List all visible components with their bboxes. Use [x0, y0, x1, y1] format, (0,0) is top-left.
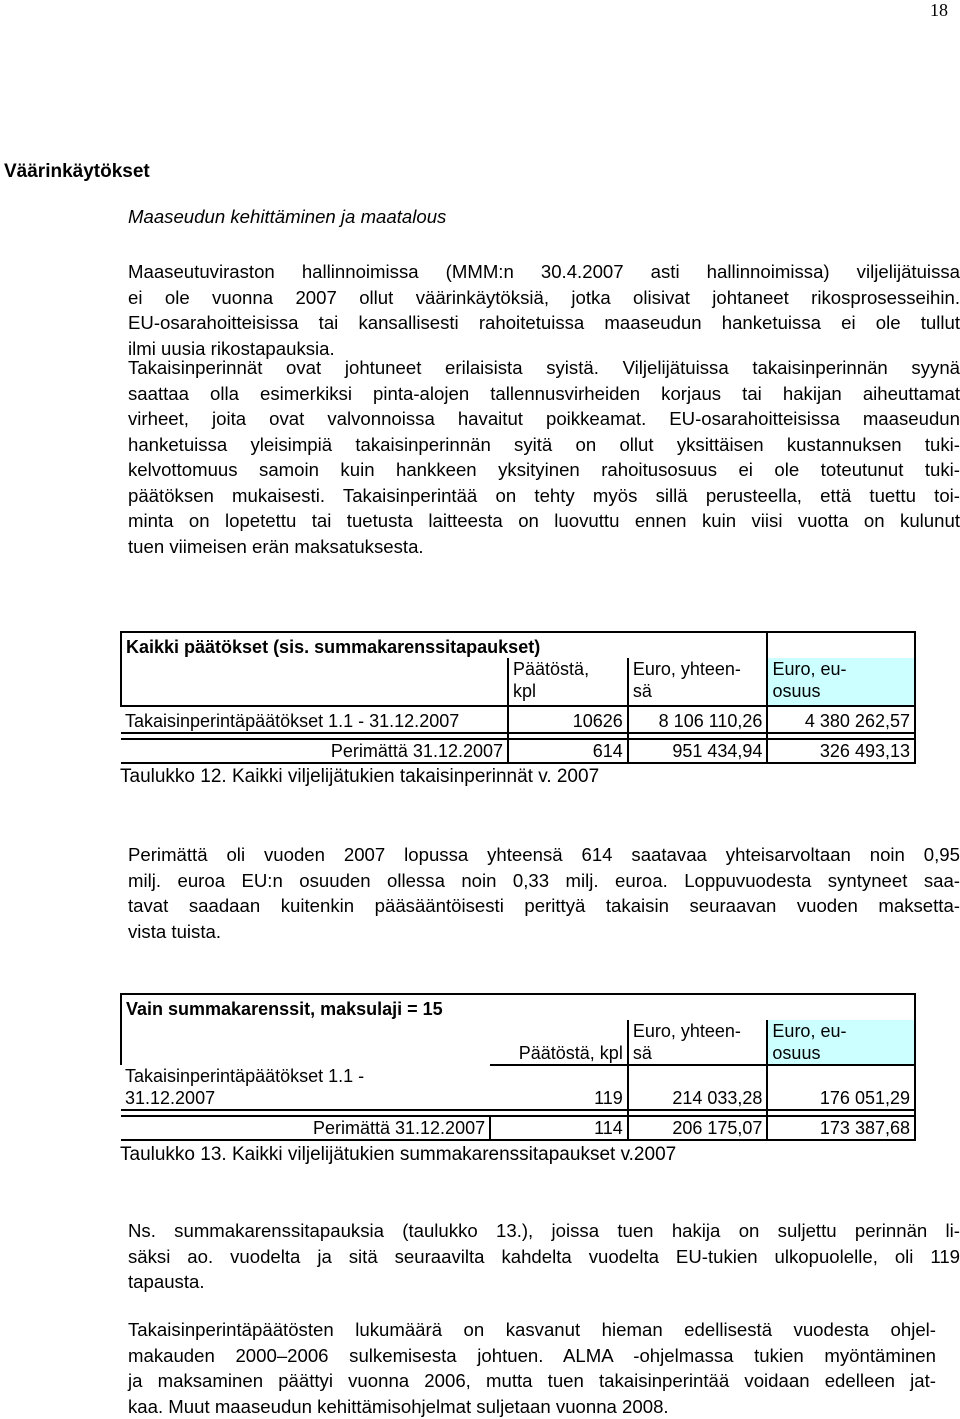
paragraph-line: Maaseutuviraston hallinnoimissa (MMM:n 30.4.2007 asti hallinnoimissa) viljelijätuissa: [128, 259, 960, 285]
label-line: 31.12.2007: [125, 1087, 486, 1109]
header-line: Euro, eu-: [772, 658, 910, 680]
table-row: [121, 1116, 915, 1140]
header-line: Euro, yhteen-: [633, 658, 763, 680]
paragraph-1: [128, 259, 960, 361]
header-line: osuus: [772, 1042, 910, 1064]
table-cell: 119: [490, 1065, 628, 1110]
paragraph-line: makauden 2000–2006 sulkemisesta johtuen. ALMA -ohjelmassa tukien myöntäminen: [128, 1343, 936, 1369]
table-title: Vain summakarenssit, maksulaji = 15: [121, 994, 767, 1020]
header-line: Euro, eu-: [772, 1020, 910, 1042]
header-line: Euro, yhteen-: [633, 1020, 763, 1042]
table-cell: 10626: [508, 706, 628, 733]
table-13-caption: Taulukko 13. Kaikki viljelijätukien summakarenssitapaukset v.2007: [120, 1144, 676, 1166]
paragraph-line: kelvottomuus samoin kuin hankkeen yksityinen rahoitusosuus ei ole toteutunut tuki-: [128, 457, 960, 483]
row-label: Perimättä 31.12.2007: [121, 739, 508, 763]
table-cell: 326 493,13: [767, 739, 915, 763]
paragraph-line: hanketuissa yleisimpiä takaisinperinnän syitä on ollut yksittäisen kustannuksen tuki-: [128, 432, 960, 458]
paragraph-line: milj. euroa EU:n osuuden ollessa noin 0,33 milj. euroa. Loppuvuodesta syntyneet saa-: [128, 868, 960, 894]
paragraph-line: ja maksaminen päättyi vuonna 2006, mutta tuen takaisinperintää voidaan edelleen jat-: [128, 1368, 936, 1394]
table-cell: 173 387,68: [767, 1116, 915, 1140]
header-line: Päätöstä,: [513, 658, 623, 680]
table-12-caption: Taulukko 12. Kaikki viljelijätukien takaisinperinnät v. 2007: [120, 766, 599, 788]
table-cell: 8 106 110,26: [628, 706, 768, 733]
paragraph-line: saattaa olla esimerkiksi pinta-alojen tallennusvirheiden korjaus tai hakijan aiheuttamat: [128, 381, 960, 407]
table-cell: 214 033,28: [628, 1065, 768, 1110]
table-row: [121, 706, 915, 733]
table-row: [121, 739, 915, 763]
paragraph-line: tapausta.: [128, 1269, 960, 1295]
paragraph-line: Takaisinperinnät ovat johtuneet erilaisista syistä. Viljelijätuissa takaisinperinnän syynä: [128, 355, 960, 381]
paragraph-line: ilmi uusia rikostapauksia.: [128, 336, 960, 362]
label-line: Takaisinperintäpäätökset 1.1 -: [125, 1065, 486, 1087]
header-line: Päätöstä, kpl: [494, 1042, 623, 1064]
row-label: Perimättä 31.12.2007: [121, 1116, 490, 1140]
table-title: Kaikki päätökset (sis. summakarenssitapaukset): [121, 632, 767, 658]
table-cell: 114: [490, 1116, 628, 1140]
header-line: sä: [633, 680, 763, 702]
paragraph-5: [128, 1317, 936, 1419]
section-subheading: Maaseudun kehittäminen ja maatalous: [128, 206, 446, 228]
row-label: Takaisinperintäpäätökset 1.1 - 31.12.2007: [121, 706, 508, 733]
paragraph-line: päätöksen mukaisesti. Takaisinperintää on tehty myös sillä perusteella, että tuettu toi-: [128, 483, 960, 509]
paragraph-line: ei ole vuonna 2007 ollut väärinkäytöksiä, jotka olisivat johtaneet rikosprosesseihin.: [128, 285, 960, 311]
section-heading: Väärinkäytökset: [4, 161, 150, 183]
paragraph-line: Perimättä oli vuoden 2007 lopussa yhteensä 614 saatavaa yhteisarvoltaan noin 0,95: [128, 842, 960, 868]
table-13: [120, 993, 916, 1141]
table-cell: 176 051,29: [767, 1065, 915, 1110]
paragraph-line: kaa. Muut maaseudun kehittämisohjelmat suljetaan vuonna 2008.: [128, 1394, 936, 1419]
paragraph-line: säksi ao. vuodelta ja sitä seuraavilta kahdelta vuodelta EU-tukien ulkopuolelle, oli 119: [128, 1244, 960, 1270]
paragraph-line: tuen viimeisen erän maksatuksesta.: [128, 534, 960, 560]
header-line: sä: [633, 1042, 763, 1064]
table-cell: [121, 658, 508, 706]
paragraph-3: [128, 842, 960, 944]
table-cell: 4 380 262,57: [767, 706, 915, 733]
table-12: [120, 631, 916, 764]
column-header: [767, 1020, 915, 1065]
table-cell: 206 175,07: [628, 1116, 768, 1140]
paragraph-line: EU-osarahoitteisissa tai kansallisesti rahoitetuissa maaseudun hanketuissa ei ole tullut: [128, 310, 960, 336]
table-row: [121, 1065, 915, 1110]
column-header: [767, 658, 915, 706]
header-line: osuus: [772, 680, 910, 702]
paragraph-4: [128, 1218, 960, 1295]
paragraph-line: Takaisinperintäpäätösten lukumäärä on kasvanut hieman edellisestä vuodesta ohjel-: [128, 1317, 936, 1343]
table-cell: [767, 632, 915, 658]
paragraph-line: minta on lopetettu tai tuetusta laitteesta on luovuttu ennen kuin viisi vuotta on kulunut: [128, 508, 960, 534]
table-cell: [121, 1020, 490, 1065]
column-header: [490, 1020, 628, 1065]
column-header: [508, 658, 628, 706]
header-line: kpl: [513, 680, 623, 702]
table-cell: 951 434,94: [628, 739, 768, 763]
paragraph-line: tavat saadaan kuitenkin pääsääntöisesti perittyä takaisin seuraavan vuoden maksetta-: [128, 893, 960, 919]
paragraph-line: vista tuista.: [128, 919, 960, 945]
column-header: [628, 658, 768, 706]
page-number: 18: [930, 0, 948, 21]
paragraph-2: [128, 355, 960, 559]
column-header: [628, 1020, 768, 1065]
table-cell: [767, 994, 915, 1020]
paragraph-line: virheet, joita ovat valvonnoissa havaitut poikkeamat. EU-osarahoitteisissa maaseudun: [128, 406, 960, 432]
row-label: [121, 1065, 490, 1110]
paragraph-line: Ns. summakarenssitapauksia (taulukko 13.), joissa tuen hakija on suljettu perinnän li-: [128, 1218, 960, 1244]
table-cell: 614: [508, 739, 628, 763]
